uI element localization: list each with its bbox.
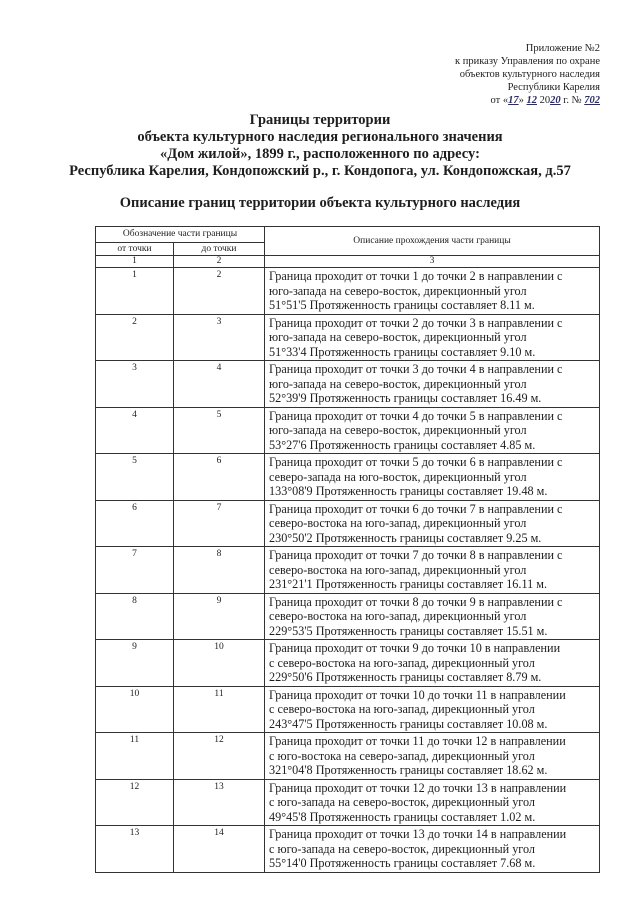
description-line-2: северо-востока на юго-запад, дирекционный угол [269,609,527,623]
description-line-2: северо-востока на юго-запад, дирекционный угол [269,516,527,530]
boundary-description-cell [265,407,600,454]
description-line-3: 229°53'5 Протяженность границы составляет 15.51 м. [269,623,548,638]
header-to-point: до точки [174,243,265,256]
table-row [96,547,600,594]
header-from-point: от точки [96,243,174,256]
appendix-line-1: Приложение №2 [525,43,600,54]
description-line-1: Граница проходит от точки 4 до точки 5 в направлении с [269,408,563,423]
date-prefix: от « [490,95,509,106]
section-subtitle: Описание границ территории объекта культурного наследия [119,195,521,211]
header-boundary-designation: Обозначение части границы [96,227,265,243]
from-point-cell: 13 [96,826,174,873]
description-line-2: юго-запада на северо-восток, дирекционный угол [269,283,527,298]
table-row [96,314,600,361]
description-line-3: 243°47'5 Протяженность границы составляет 10.08 м. [269,716,548,731]
description-line-3: 55°14'0 Протяженность границы составляет 7.68 м. [269,856,536,870]
appendix-line-2: к приказу Управления по охране [455,56,600,67]
description-line-2: с юго-запада на северо-восток, дирекционный угол [269,795,536,809]
description-line-3: 133°08'9 Протяженность границы составляет 19.48 м. [269,484,548,498]
boundary-description-cell [265,361,600,408]
table-row [96,826,600,873]
description-line-1: Граница проходит от точки 6 до точки 7 в направлении с [269,501,563,516]
table-row [96,733,600,780]
to-point-cell: 6 [174,454,265,501]
from-point-cell: 2 [96,314,174,361]
description-line-2: с северо-востока на юго-запад, дирекционный угол [269,702,535,716]
description-line-2: с северо-востока на юго-запад, дирекционный угол [269,655,535,670]
description-line-1: Граница проходит от точки 5 до точки 6 в направлении с [269,455,563,469]
description-line-2: северо-востока на юго-запад, дирекционный угол [269,562,527,577]
description-line-3: 321°04'8 Протяженность границы составляет 18.62 м. [269,763,548,777]
description-line-2: юго-запада на северо-восток, дирекционный угол [269,376,527,391]
table-row [96,779,600,826]
boundary-description-cell [265,733,600,780]
title-line-3: «Дом жилой», 1899 г., расположенного по адресу: [160,146,480,162]
table-row [96,268,600,315]
description-line-1: Граница проходит от точки 1 до точки 2 в направлении с [269,269,563,283]
boundary-description-cell [265,593,600,640]
table-row [96,593,600,640]
to-point-cell: 8 [174,547,265,594]
from-point-cell: 5 [96,454,174,501]
order-number: 702 [584,95,600,106]
description-line-3: 51°33'4 Протяженность границы составляет 9.10 м. [269,344,536,359]
table-row [96,454,600,501]
to-point-cell: 3 [174,314,265,361]
description-line-2: с юго-востока на северо-запад, дирекционный угол [269,748,535,763]
description-line-1: Граница проходит от точки 7 до точки 8 в направлении с [269,548,563,562]
date-day: 17 [508,95,519,106]
description-line-3: 229°50'6 Протяженность границы составляет 8.79 м. [269,670,542,684]
description-line-1: Граница проходит от точки 12 до точки 13 в направлении [269,780,567,795]
description-line-1: Граница проходит от точки 13 до точки 14 в направлении [269,827,567,841]
table-row [96,407,600,454]
to-point-cell: 5 [174,407,265,454]
column-number-2: 2 [174,256,265,268]
from-point-cell: 3 [96,361,174,408]
column-number-1: 1 [96,256,174,268]
appendix-line-3: объектов культурного наследия [459,69,600,80]
to-point-cell: 14 [174,826,265,873]
description-line-3: 231°21'1 Протяженность границы составляет 16.11 м. [269,577,547,591]
boundary-description-cell [265,268,600,315]
boundary-description-cell [265,826,600,873]
appendix-date-line [455,94,600,107]
from-point-cell: 8 [96,593,174,640]
description-line-3: 49°45'8 Протяженность границы составляет 1.02 м. [269,809,536,824]
description-line-2: северо-запада на юго-восток, дирекционный угол [269,469,527,484]
boundary-description-cell [265,640,600,687]
to-point-cell: 12 [174,733,265,780]
description-line-2: юго-запада на северо-восток, дирекционный угол [269,423,527,437]
from-point-cell: 1 [96,268,174,315]
boundary-description-cell [265,454,600,501]
boundary-description-cell [265,500,600,547]
document-title [0,112,640,180]
description-line-3: 52°39'9 Протяженность границы составляет 16.49 м. [269,391,542,405]
to-point-cell: 9 [174,593,265,640]
description-line-1: Граница проходит от точки 11 до точки 12 в направлении [269,734,566,748]
from-point-cell: 6 [96,500,174,547]
to-point-cell: 11 [174,686,265,733]
table-row [96,686,600,733]
date-mid-1: » [518,95,527,106]
table-row [96,361,600,408]
date-month: 12 [526,95,537,106]
to-point-cell: 7 [174,500,265,547]
boundary-table [95,226,600,873]
boundary-description-cell [265,779,600,826]
description-line-3: 230°50'2 Протяженность границы составляет 9.25 м. [269,530,542,545]
from-point-cell: 10 [96,686,174,733]
to-point-cell: 10 [174,640,265,687]
appendix-block [455,42,600,107]
table-row [96,500,600,547]
from-point-cell: 12 [96,779,174,826]
to-point-cell: 13 [174,779,265,826]
description-line-2: юго-запада на северо-восток, дирекционный угол [269,330,527,344]
description-line-1: Граница проходит от точки 3 до точки 4 в направлении с [269,362,563,376]
description-line-1: Граница проходит от точки 2 до точки 3 в направлении с [269,315,563,330]
from-point-cell: 11 [96,733,174,780]
date-mid-2: г. № [560,95,585,106]
description-line-2: с юго-запада на северо-восток, дирекционный угол [269,841,536,856]
appendix-line-4: Республики Карелия [507,82,600,93]
date-year-prefix: 20 [536,95,551,106]
title-line-1: Границы территории [249,112,391,128]
from-point-cell: 4 [96,407,174,454]
description-line-3: 53°27'6 Протяженность границы составляет 4.85 м. [269,437,536,452]
from-point-cell: 7 [96,547,174,594]
description-line-1: Граница проходит от точки 9 до точки 10 в направлении [269,641,561,655]
boundary-description-cell [265,314,600,361]
from-point-cell: 9 [96,640,174,687]
title-line-4: Республика Карелия, Кондопожский р., г. Кондопога, ул. Кондопожская, д.57 [69,163,571,179]
boundary-description-cell [265,547,600,594]
title-line-2: объекта культурного наследия регионального значения [137,129,503,145]
column-number-3: 3 [265,256,600,268]
description-line-3: 51°51'5 Протяженность границы составляет 8.11 м. [269,298,535,312]
to-point-cell: 4 [174,361,265,408]
to-point-cell: 2 [174,268,265,315]
boundary-description-cell [265,686,600,733]
date-year: 20 [550,95,561,106]
table-row [96,640,600,687]
description-line-1: Граница проходит от точки 8 до точки 9 в направлении с [269,594,563,609]
header-description: Описание прохождения части границы [265,227,600,256]
description-line-1: Граница проходит от точки 10 до точки 11 в направлении [269,687,566,702]
